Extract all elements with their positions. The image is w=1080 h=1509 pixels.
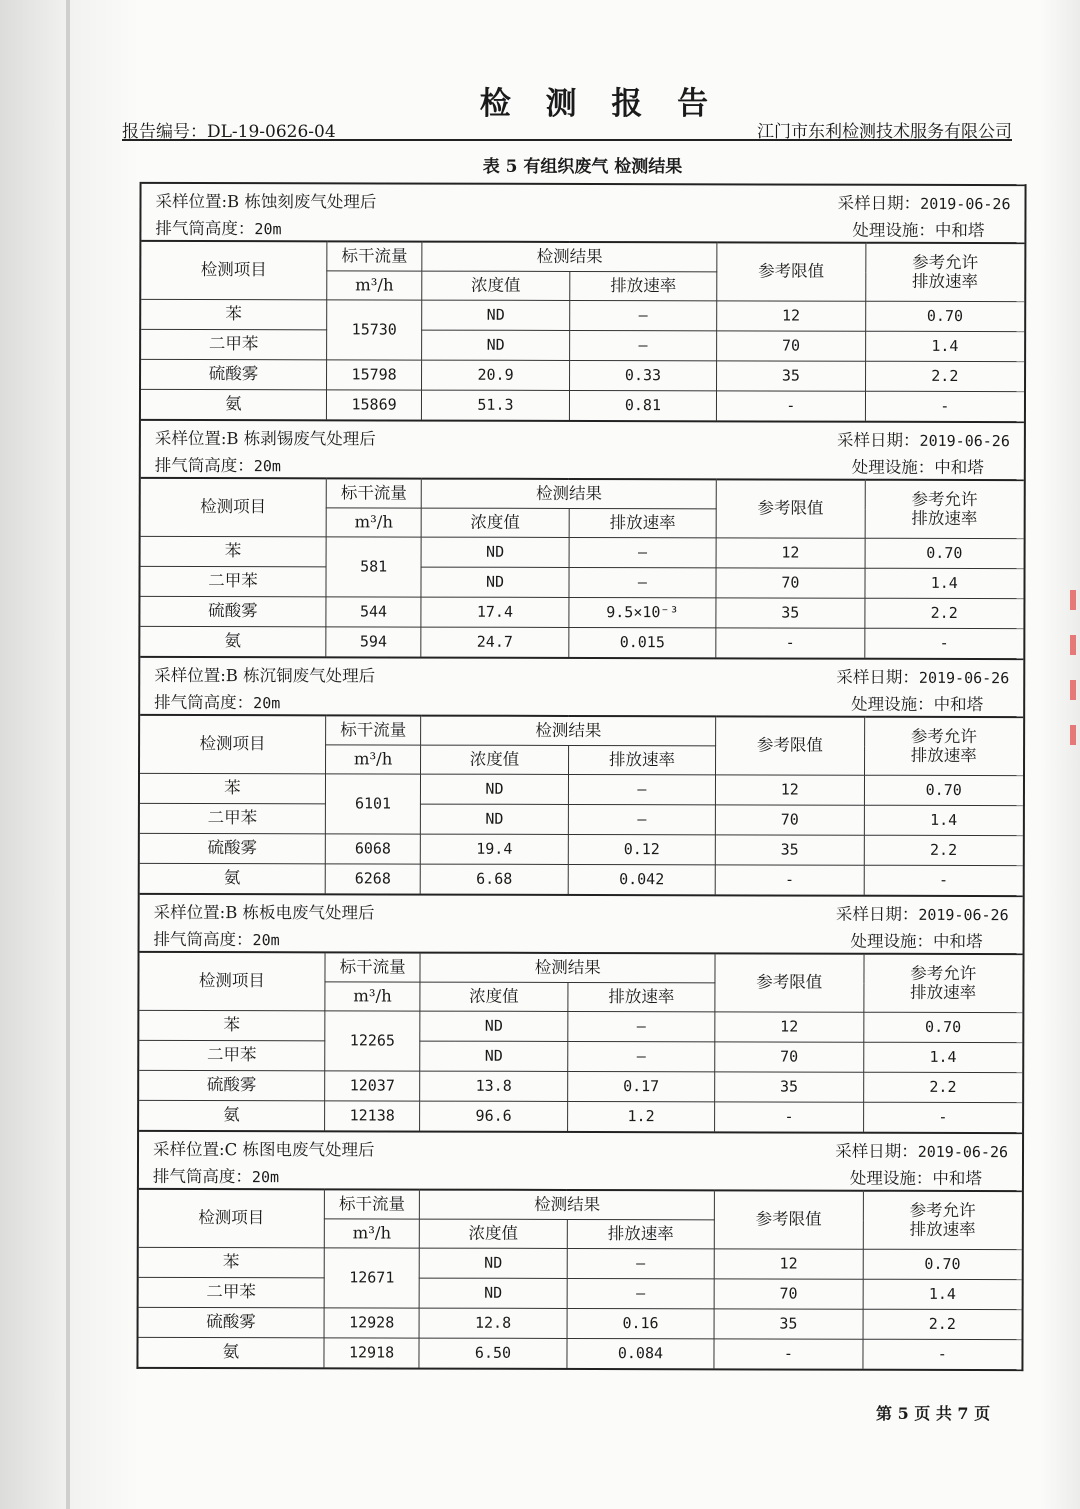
cell-rate: —: [568, 1011, 716, 1041]
cell-rate: 0.81: [569, 390, 717, 420]
header-allowed-rate: 参考允许 排放速率: [863, 954, 1022, 1013]
cell-rate: 0.16: [567, 1308, 715, 1338]
sampling-section: [138, 1130, 1022, 1369]
company-name: 江门市东利检测技术服务有限公司: [757, 122, 1012, 142]
cell-allowed-rate: 2.2: [864, 598, 1023, 628]
table-row: [139, 1247, 1022, 1279]
stack-height: 排气筒高度：20m: [152, 1166, 280, 1187]
cell-allowed-rate: -: [863, 1102, 1022, 1132]
cell-item: 二甲苯: [141, 329, 326, 359]
cell-concentration: ND: [419, 1248, 567, 1278]
header-flow: 标干流量: [327, 241, 422, 271]
table-row: [139, 1010, 1022, 1042]
report-number: 报告编号：DL-19-0626-04: [122, 122, 336, 142]
results-table: [136, 182, 1026, 1371]
header-item: 检测项目: [140, 715, 326, 774]
cell-rate: 0.17: [567, 1071, 715, 1101]
cell-concentration: ND: [420, 1011, 568, 1041]
section-info: [141, 421, 1024, 479]
cell-rate: —: [569, 300, 717, 330]
header-flow-unit: m³/h: [325, 745, 420, 774]
table-header-row: [140, 715, 1023, 747]
cell-flow: 15798: [326, 360, 421, 390]
cell-ref-limit: -: [717, 391, 865, 421]
header-item: 检测项目: [141, 478, 327, 537]
seal-edge-mark: [1070, 590, 1076, 770]
cell-concentration: 17.4: [421, 597, 569, 627]
table-row: [139, 1100, 1022, 1132]
cell-ref-limit: -: [715, 865, 863, 895]
cell-flow: 581: [326, 537, 422, 597]
table-header-row: [139, 952, 1022, 984]
cell-rate: 0.33: [569, 360, 717, 390]
header-flow-unit: m³/h: [325, 982, 420, 1011]
header-concentration: 浓度值: [421, 745, 569, 774]
cell-item: 氨: [141, 389, 326, 419]
cell-allowed-rate: 0.70: [865, 538, 1024, 568]
section-table: [140, 477, 1023, 658]
cell-ref-limit: 35: [715, 835, 863, 865]
header-allowed-rate: 参考允许 排放速率: [865, 480, 1024, 539]
treatment-facility: 处理设施：中和塔: [849, 1168, 982, 1189]
cell-concentration: ND: [421, 804, 569, 834]
sampling-location: 采样位置:B 栋板电废气处理后: [153, 902, 375, 923]
table-row: [140, 566, 1023, 598]
cell-flow: 12138: [324, 1101, 419, 1131]
cell-flow: 6101: [325, 774, 421, 834]
cell-allowed-rate: -: [862, 1339, 1021, 1369]
table-row: [141, 299, 1024, 331]
header-result: 检测结果: [420, 1190, 715, 1220]
table-row: [140, 773, 1023, 805]
cell-concentration: 96.6: [420, 1101, 568, 1131]
header-result: 检测结果: [421, 716, 716, 746]
cell-allowed-rate: 1.4: [864, 805, 1023, 835]
treatment-facility: 处理设施：中和塔: [850, 931, 983, 952]
cell-concentration: ND: [421, 537, 569, 567]
header-result: 检测结果: [422, 242, 717, 272]
section-info: [140, 658, 1023, 716]
table-row: [140, 833, 1023, 865]
cell-ref-limit: -: [716, 628, 864, 658]
header-rate: 排放速率: [568, 982, 716, 1011]
cell-concentration: 19.4: [421, 834, 569, 864]
cell-ref-limit: 12: [717, 301, 865, 331]
cell-concentration: 20.9: [422, 360, 570, 390]
header-allowed-rate: 参考允许 排放速率: [864, 717, 1023, 776]
cell-flow: 15730: [327, 300, 423, 360]
header-rate: 排放速率: [567, 1219, 715, 1248]
cell-ref-limit: -: [714, 1339, 862, 1369]
cell-ref-limit: 70: [714, 1279, 862, 1309]
table-row: [141, 536, 1024, 568]
cell-concentration: 51.3: [422, 390, 570, 420]
table-row: [139, 1307, 1022, 1339]
cell-allowed-rate: 0.70: [863, 1249, 1022, 1279]
table-row: [140, 626, 1023, 658]
section-table: [139, 951, 1022, 1132]
cell-ref-limit: 12: [716, 538, 864, 568]
cell-concentration: 6.68: [420, 864, 568, 894]
cell-rate: —: [567, 1041, 715, 1071]
header-item: 检测项目: [139, 952, 325, 1011]
cell-item: 二甲苯: [140, 803, 325, 833]
header-concentration: 浓度值: [420, 982, 568, 1011]
sampling-date: 采样日期：2019-06-26: [835, 1141, 1009, 1162]
cell-item: 硫酸雾: [139, 1307, 324, 1337]
cell-allowed-rate: -: [864, 865, 1023, 895]
sampling-location: 采样位置:B 栋沉铜废气处理后: [154, 665, 376, 686]
cell-concentration: ND: [422, 300, 570, 330]
table-row: [140, 596, 1023, 628]
cell-concentration: 6.50: [419, 1338, 567, 1368]
cell-ref-limit: 35: [716, 598, 864, 628]
table-header-row: [139, 1189, 1022, 1221]
section-table: [141, 240, 1024, 421]
header-item: 检测项目: [139, 1189, 325, 1248]
cell-allowed-rate: 2.2: [864, 835, 1023, 865]
cell-item: 硫酸雾: [141, 359, 326, 389]
cell-ref-limit: 35: [714, 1309, 862, 1339]
header-allowed-rate: 参考允许 排放速率: [863, 1191, 1022, 1250]
cell-item: 苯: [141, 299, 326, 329]
table-row: [140, 803, 1023, 835]
header-ref-limit: 参考限值: [715, 953, 863, 1012]
table-row: [141, 389, 1024, 421]
cell-concentration: ND: [421, 567, 569, 597]
cell-item: 二甲苯: [140, 566, 325, 596]
table-header-row: [141, 478, 1024, 510]
cell-allowed-rate: -: [865, 391, 1024, 421]
cell-allowed-rate: 1.4: [865, 331, 1024, 361]
header-ref-limit: 参考限值: [716, 716, 864, 775]
cell-allowed-rate: 2.2: [863, 1309, 1022, 1339]
sampling-section: [141, 182, 1025, 421]
stack-height: 排气筒高度：20m: [154, 692, 281, 713]
cell-rate: 0.042: [568, 864, 716, 894]
cell-rate: —: [569, 330, 717, 360]
sampling-section: [139, 893, 1023, 1132]
cell-flow: 544: [326, 597, 421, 627]
header-result: 检测结果: [420, 953, 715, 983]
section-table: [138, 1188, 1021, 1369]
stack-height: 排气筒高度：20m: [153, 929, 280, 950]
table-row: [139, 1277, 1022, 1309]
cell-allowed-rate: 1.4: [863, 1042, 1022, 1072]
header-rate: 排放速率: [569, 508, 717, 537]
header-flow: 标干流量: [326, 478, 421, 508]
header-ref-limit: 参考限值: [717, 242, 865, 301]
cell-rate: 9.5×10⁻³: [569, 597, 717, 627]
table-row: [139, 1040, 1022, 1072]
section-info: [141, 184, 1024, 242]
cell-allowed-rate: -: [864, 628, 1023, 658]
cell-ref-limit: 70: [716, 805, 864, 835]
cell-ref-limit: -: [715, 1102, 863, 1132]
cell-item: 硫酸雾: [139, 1070, 324, 1100]
sampling-date: 采样日期：2019-06-26: [835, 904, 1009, 925]
header-concentration: 浓度值: [422, 271, 570, 300]
cell-item: 氨: [138, 1337, 323, 1367]
section-info: [140, 895, 1023, 953]
sampling-location: 采样位置:B 栋剥锡废气处理后: [154, 428, 376, 449]
cell-rate: —: [569, 567, 717, 597]
table-row: [140, 863, 1023, 895]
header-flow-unit: m³/h: [327, 271, 422, 300]
cell-rate: —: [567, 1248, 715, 1278]
cell-item: 氨: [140, 863, 325, 893]
header-concentration: 浓度值: [420, 1219, 568, 1248]
cell-ref-limit: 70: [715, 1042, 863, 1072]
treatment-facility: 处理设施：中和塔: [851, 457, 984, 478]
cell-item: 苯: [141, 536, 326, 566]
cell-allowed-rate: 1.4: [863, 1279, 1022, 1309]
table-header-row: [141, 241, 1024, 273]
cell-allowed-rate: 2.2: [865, 361, 1024, 391]
cell-rate: —: [568, 774, 716, 804]
cell-concentration: ND: [422, 330, 570, 360]
header-ref-limit: 参考限值: [716, 479, 864, 538]
sampling-date: 采样日期：2019-06-26: [836, 667, 1010, 688]
cell-concentration: ND: [421, 774, 569, 804]
header-flow: 标干流量: [326, 715, 421, 745]
cell-flow: 12918: [324, 1338, 419, 1368]
cell-flow: 6268: [325, 864, 420, 894]
treatment-facility: 处理设施：中和塔: [851, 694, 984, 715]
section-table: [140, 714, 1023, 895]
table-row: [141, 329, 1024, 361]
table-row: [141, 359, 1024, 391]
page-footer: 第 5 页 共 7 页: [876, 1404, 991, 1423]
cell-concentration: ND: [419, 1278, 567, 1308]
cell-rate: —: [568, 804, 716, 834]
sampling-section: [140, 656, 1024, 895]
cell-allowed-rate: 0.70: [865, 301, 1024, 331]
sampling-location: 采样位置:B 栋蚀刻废气处理后: [155, 191, 377, 212]
cell-flow: 594: [326, 627, 421, 657]
cell-ref-limit: 70: [717, 331, 865, 361]
cell-rate: —: [567, 1278, 715, 1308]
cell-item: 氨: [140, 626, 325, 656]
header-concentration: 浓度值: [421, 508, 569, 537]
cell-ref-limit: 35: [715, 1072, 863, 1102]
table-row: [138, 1337, 1021, 1369]
cell-rate: 0.12: [568, 834, 716, 864]
cell-allowed-rate: 2.2: [863, 1072, 1022, 1102]
report-title: 检 测 报 告: [479, 86, 721, 122]
cell-ref-limit: 70: [716, 568, 864, 598]
cell-ref-limit: 12: [715, 1012, 863, 1042]
cell-flow: 12928: [324, 1308, 419, 1338]
report-header-row: [122, 117, 1012, 141]
cell-allowed-rate: 0.70: [864, 775, 1023, 805]
cell-item: 氨: [139, 1100, 324, 1130]
cell-item: 苯: [139, 1247, 324, 1277]
header-rate: 排放速率: [569, 271, 717, 300]
sampling-date: 采样日期：2019-06-26: [837, 193, 1011, 214]
table-row: [139, 1070, 1022, 1102]
cell-rate: 0.084: [567, 1338, 715, 1368]
cell-flow: 12265: [325, 1011, 421, 1071]
cell-rate: 1.2: [567, 1101, 715, 1131]
cell-flow: 6068: [325, 834, 420, 864]
cell-ref-limit: 35: [717, 361, 865, 391]
cell-item: 硫酸雾: [140, 596, 325, 626]
stack-height: 排气筒高度：20m: [154, 455, 281, 476]
header-result: 检测结果: [421, 479, 716, 509]
table-caption: 表 5 有组织废气 检测结果: [482, 157, 683, 177]
cell-item: 苯: [139, 1010, 324, 1040]
binding-edge: [66, 0, 70, 1509]
cell-flow: 12671: [324, 1248, 420, 1308]
cell-ref-limit: 12: [714, 1249, 862, 1279]
cell-item: 苯: [140, 773, 325, 803]
cell-flow: 15869: [326, 390, 421, 420]
cell-rate: 0.015: [569, 627, 717, 657]
cell-allowed-rate: 0.70: [863, 1012, 1022, 1042]
section-info: [139, 1132, 1022, 1190]
cell-concentration: ND: [420, 1041, 568, 1071]
header-ref-limit: 参考限值: [714, 1190, 862, 1249]
cell-flow: 12037: [325, 1071, 420, 1101]
cell-item: 二甲苯: [139, 1277, 324, 1307]
header-allowed-rate: 参考允许 排放速率: [865, 243, 1024, 302]
cell-concentration: 12.8: [419, 1308, 567, 1338]
treatment-facility: 处理设施：中和塔: [852, 220, 985, 241]
cell-item: 硫酸雾: [140, 833, 325, 863]
cell-ref-limit: 12: [716, 775, 864, 805]
header-flow-unit: m³/h: [326, 508, 421, 537]
cell-rate: —: [569, 537, 717, 567]
sampling-date: 采样日期：2019-06-26: [837, 430, 1010, 451]
header-flow: 标干流量: [325, 952, 420, 982]
cell-concentration: 13.8: [420, 1071, 568, 1101]
header-flow: 标干流量: [324, 1189, 419, 1219]
cell-item: 二甲苯: [139, 1040, 324, 1070]
sampling-location: 采样位置:C 栋图电废气处理后: [152, 1139, 375, 1160]
stack-height: 排气筒高度：20m: [155, 218, 282, 239]
header-flow-unit: m³/h: [324, 1219, 419, 1248]
header-item: 检测项目: [141, 241, 327, 300]
cell-allowed-rate: 1.4: [864, 568, 1023, 598]
cell-concentration: 24.7: [421, 627, 569, 657]
sampling-section: [140, 419, 1024, 658]
header-rate: 排放速率: [568, 745, 716, 774]
